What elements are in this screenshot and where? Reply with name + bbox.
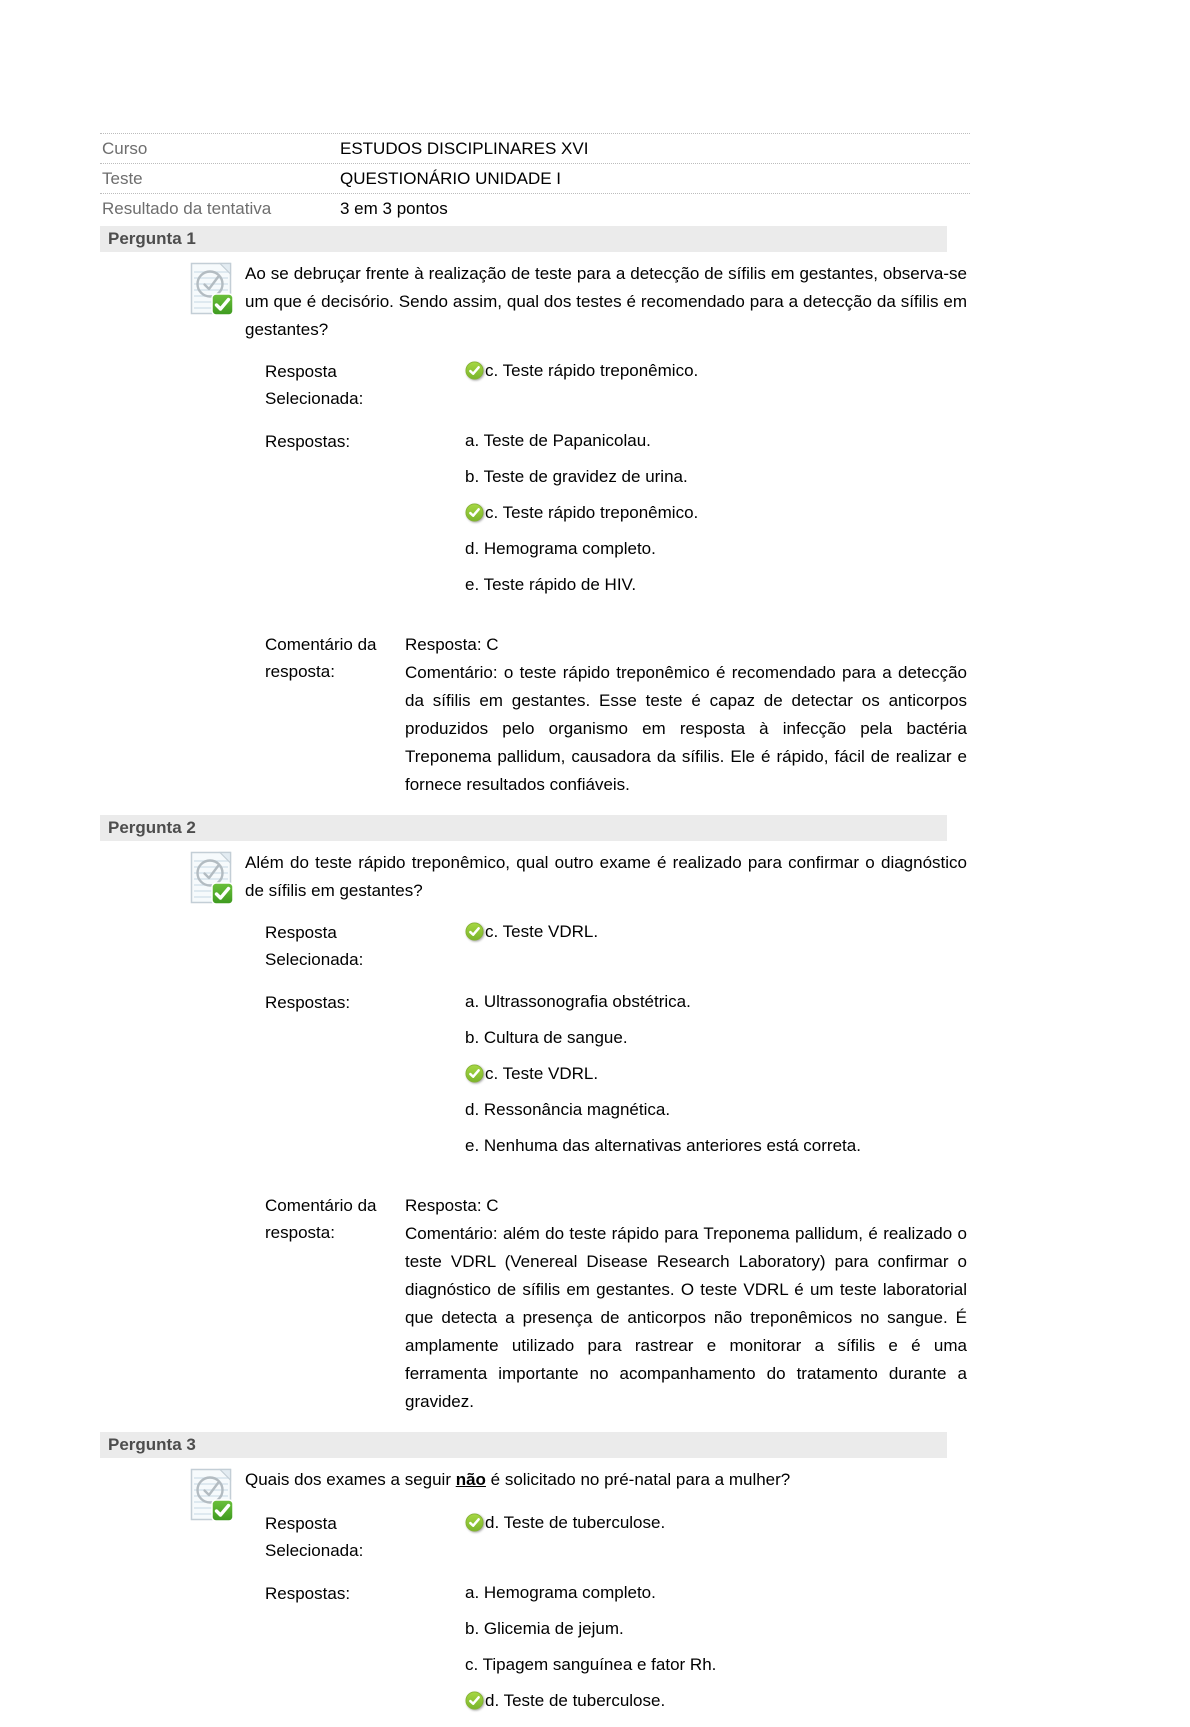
selected-answer-value: c. Teste rápido treponêmico. [465, 358, 970, 412]
selected-answer-row [100, 358, 970, 412]
question-body [100, 260, 970, 799]
answer-option: a. Ultrassonografia obstétrica. [465, 992, 691, 1011]
header-value: QUESTIONÁRIO UNIDADE I [340, 169, 562, 188]
answer-option-correct: c. Teste rápido treponêmico. [465, 503, 698, 523]
answers-label: Respostas: [265, 432, 351, 451]
question-body [100, 849, 970, 1416]
notepad-check-icon [188, 851, 234, 910]
correct-check-icon [465, 1513, 484, 1532]
test-row [100, 163, 970, 193]
selected-answer-label: Resposta Selecionada: [265, 1514, 364, 1560]
comment-row [100, 631, 970, 799]
question-body [100, 1466, 970, 1727]
question-section-2 [100, 815, 970, 1416]
correct-check-icon [465, 503, 484, 522]
answer-option: b. Teste de gravidez de urina. [465, 467, 688, 486]
question-text: Além do teste rápido treponêmico, qual outro exame é realizado para confirmar o diagnóstico de sífilis em gestantes? [245, 853, 967, 900]
question-title-bar: Pergunta 1 [100, 226, 947, 252]
comment-label: Comentário da resposta: [265, 1196, 377, 1242]
comment-body [405, 1192, 967, 1416]
answers-label: Respostas: [265, 993, 351, 1012]
header-label: Resultado da tentativa [102, 199, 272, 218]
answer-option: b. Cultura de sangue. [465, 1028, 628, 1047]
answer-option: e. Nenhuma das alternativas anteriores está correta. [465, 1136, 861, 1155]
header-value: ESTUDOS DISCIPLINARES XVI [340, 139, 589, 158]
answers-row [100, 989, 970, 1172]
answer-option-correct: d. Teste de tuberculose. [465, 1691, 716, 1711]
comment-body [405, 631, 967, 799]
options-list [465, 989, 861, 1172]
question-title-bar: Pergunta 2 [100, 815, 947, 841]
options-list [465, 428, 698, 611]
correct-check-icon [465, 922, 484, 941]
selected-answer-value: c. Teste VDRL. [465, 919, 970, 973]
selected-answer-value: d. Teste de tuberculose. [465, 1510, 970, 1564]
header-value: 3 em 3 pontos [340, 199, 448, 218]
answer-option: e. Teste rápido de HIV. [465, 575, 637, 594]
answer-option: d. Hemograma completo. [465, 539, 656, 558]
question-text: Ao se debruçar frente à realização de teste para a detecção de sífilis em gestantes, observa-se um que é decisório. Sendo assim, qual dos testes é recomendado para a detecção da sífilis em gestantes? [245, 264, 967, 339]
notepad-check-icon [188, 1468, 234, 1527]
correct-check-icon [465, 1691, 484, 1710]
comment-row [100, 1192, 970, 1416]
comment-text: Comentário: o teste rápido treponêmico é recomendado para a detecção da sífilis em gestantes. Esse teste é capaz de detectar os anticorpos produzidos pelo organismo em resposta à infecção pela bactéria Treponema pallidum, causadora da sífilis. Ele é rápido, fácil de realizar e fornece resultados confiáveis. [405, 663, 967, 794]
comment-answer: Resposta: C [405, 1196, 499, 1215]
answer-option: c. Tipagem sanguínea e fator Rh. [465, 1655, 717, 1674]
comment-answer: Resposta: C [405, 635, 499, 654]
attempt-result-row [100, 193, 970, 223]
correct-check-icon [465, 361, 484, 380]
quiz-review-page [100, 0, 970, 1727]
answer-option: b. Glicemia de jejum. [465, 1619, 624, 1638]
comment-text: Comentário: além do teste rápido para Treponema pallidum, é realizado o teste VDRL (Venereal Disease Research Laboratory) para confirmar o diagnóstico de sífilis em gestantes. O teste VDRL é um teste laboratorial que detecta a presença de anticorpos não treponêmicos no sangue. É amplamente utilizado para rastrear e monitorar a sífilis e é uma ferramenta importante no acompanhamento do tratamento durante a gravidez. [405, 1224, 967, 1411]
question-title-bar: Pergunta 3 [100, 1432, 947, 1458]
notepad-check-icon [188, 262, 234, 321]
quiz-header-table [100, 133, 970, 223]
answers-label: Respostas: [265, 1584, 351, 1603]
question-text: Quais dos exames a seguir não é solicitado no pré-natal para a mulher? [245, 1470, 791, 1489]
selected-answer-label: Resposta Selecionada: [265, 362, 364, 408]
emphasized-word: não [455, 1470, 486, 1489]
answer-option: d. Ressonância magnética. [465, 1100, 671, 1119]
course-row [100, 133, 970, 163]
answer-option-correct: c. Teste VDRL. [465, 1064, 861, 1084]
header-label: Teste [102, 169, 143, 188]
header-label: Curso [102, 139, 148, 158]
question-section-3 [100, 1432, 970, 1727]
answers-row [100, 428, 970, 611]
answer-option: a. Hemograma completo. [465, 1583, 656, 1602]
answers-row [100, 1580, 970, 1727]
comment-label: Comentário da resposta: [265, 635, 377, 681]
options-list [465, 1580, 716, 1727]
selected-answer-label: Resposta Selecionada: [265, 923, 364, 969]
selected-answer-row [100, 919, 970, 973]
correct-check-icon [465, 1064, 484, 1083]
question-section-1 [100, 226, 970, 799]
answer-option: a. Teste de Papanicolau. [465, 431, 651, 450]
